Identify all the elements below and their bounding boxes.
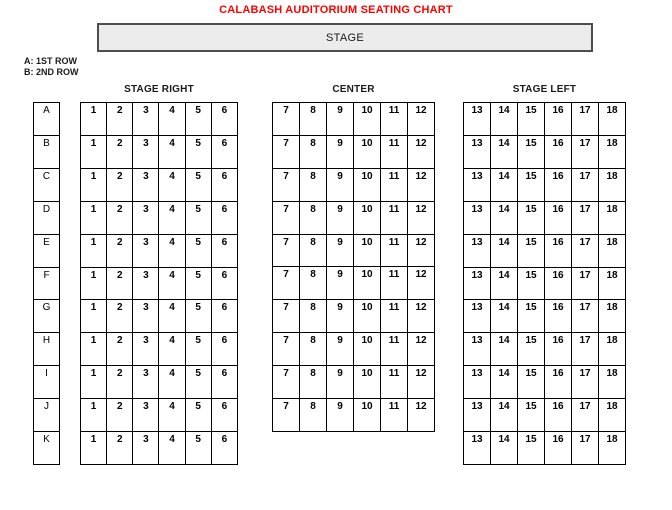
section-grid-stage-right (80, 102, 238, 465)
seat-cell: 13 (464, 234, 491, 267)
row-label-cell: B (34, 135, 60, 168)
seat-cell-row (81, 300, 238, 333)
seat-cell: 15 (518, 432, 545, 465)
seat-cell: 4 (159, 432, 185, 465)
row-label-cell: E (34, 234, 60, 267)
seat-cell: 18 (599, 103, 626, 136)
seat-cell: 1 (81, 168, 107, 201)
stage-label: STAGE (326, 31, 364, 44)
seat-cell: 12 (408, 201, 435, 234)
seat-cell: 16 (545, 168, 572, 201)
seat-cell: 14 (491, 135, 518, 168)
seat-cell: 15 (518, 300, 545, 333)
seat-cell: 1 (81, 267, 107, 300)
seat-cell: 6 (211, 399, 237, 432)
seat-cell: 7 (273, 399, 300, 432)
seat-cell: 18 (599, 366, 626, 399)
seat-cell: 13 (464, 267, 491, 300)
row-label-cell: K (34, 432, 60, 465)
seat-cell: 10 (354, 135, 381, 168)
seat-cell-row (464, 135, 626, 168)
legend (24, 56, 79, 78)
seat-cell: 12 (408, 234, 435, 267)
seat-cell: 2 (107, 399, 133, 432)
seat-cell: 17 (572, 432, 599, 465)
seat-cell: 13 (464, 432, 491, 465)
seat-cell: 2 (107, 300, 133, 333)
seat-cell: 12 (408, 168, 435, 201)
seat-cell: 14 (491, 168, 518, 201)
seat-cell: 4 (159, 103, 185, 136)
seat-cell: 13 (464, 168, 491, 201)
seat-cell: 17 (572, 300, 599, 333)
seat-cell: 4 (159, 234, 185, 267)
seat-cell: 8 (300, 267, 327, 300)
seat-cell: 6 (211, 333, 237, 366)
seat-cell: 10 (354, 333, 381, 366)
row-label-cell: D (34, 201, 60, 234)
seat-cell-row (464, 333, 626, 366)
seat-cell: 4 (159, 399, 185, 432)
seat-cell-row (464, 103, 626, 136)
seat-cell: 2 (107, 267, 133, 300)
seat-cell: 1 (81, 366, 107, 399)
seat-cell-row (273, 103, 435, 136)
row-label-cell: G (34, 300, 60, 333)
seat-cell: 3 (133, 168, 159, 201)
seat-cell: 1 (81, 103, 107, 136)
seat-cell: 8 (300, 103, 327, 136)
seat-cell: 3 (133, 267, 159, 300)
seat-cell: 4 (159, 201, 185, 234)
seat-cell: 14 (491, 267, 518, 300)
seat-cell: 11 (381, 333, 408, 366)
seat-cell: 13 (464, 399, 491, 432)
seat-cell: 13 (464, 201, 491, 234)
seat-cell: 17 (572, 366, 599, 399)
row-label-cell-table (33, 102, 60, 465)
seat-cell: 12 (408, 267, 435, 300)
seat-cell: 3 (133, 135, 159, 168)
seat-cell: 4 (159, 366, 185, 399)
seat-cell: 5 (185, 103, 211, 136)
row-label-cell-row (34, 399, 60, 432)
seat-cell: 4 (159, 300, 185, 333)
seat-cell: 15 (518, 234, 545, 267)
seat-cell: 1 (81, 201, 107, 234)
row-label-cell-row (34, 168, 60, 201)
section-header-center: CENTER (332, 84, 375, 95)
legend-line-second-row: B: 2ND ROW (24, 67, 79, 77)
seat-cell: 5 (185, 135, 211, 168)
seat-cell: 16 (545, 432, 572, 465)
seat-cell: 16 (545, 267, 572, 300)
seat-cell: 8 (300, 234, 327, 267)
seat-cell: 18 (599, 432, 626, 465)
seat-cell: 9 (327, 366, 354, 399)
seat-cell: 13 (464, 103, 491, 136)
seat-cell: 2 (107, 234, 133, 267)
seat-cell: 16 (545, 333, 572, 366)
seat-cell-row (273, 399, 435, 432)
seat-cell: 10 (354, 399, 381, 432)
seat-cell: 16 (545, 300, 572, 333)
row-label-cell-row (34, 366, 60, 399)
seat-cell: 9 (327, 201, 354, 234)
seat-cell-row (273, 135, 435, 168)
seat-cell-row (464, 168, 626, 201)
seat-cell: 6 (211, 103, 237, 136)
seat-cell: 4 (159, 168, 185, 201)
seat-cell: 11 (381, 300, 408, 333)
row-label-cell: H (34, 333, 60, 366)
seat-cell: 6 (211, 300, 237, 333)
seat-cell: 1 (81, 135, 107, 168)
seat-cell: 2 (107, 201, 133, 234)
row-label-cell-row (34, 234, 60, 267)
seat-cell: 7 (273, 267, 300, 300)
seat-cell-row (464, 432, 626, 465)
seat-cell-row (273, 168, 435, 201)
section-grid-center (272, 102, 435, 432)
seat-cell: 1 (81, 333, 107, 366)
seat-cell: 16 (545, 201, 572, 234)
seat-cell: 5 (185, 201, 211, 234)
seat-cell: 6 (211, 234, 237, 267)
seat-cell: 13 (464, 135, 491, 168)
row-label-cell-row (34, 333, 60, 366)
seat-cell: 8 (300, 333, 327, 366)
seat-cell: 9 (327, 135, 354, 168)
seat-cell: 13 (464, 366, 491, 399)
seat-cell: 15 (518, 333, 545, 366)
seat-cell: 6 (211, 135, 237, 168)
seat-cell: 2 (107, 366, 133, 399)
seat-cell: 6 (211, 267, 237, 300)
seat-cell-row (81, 201, 238, 234)
seat-cell: 15 (518, 267, 545, 300)
seat-cell: 6 (211, 201, 237, 234)
stage-box (97, 23, 593, 52)
seat-cell: 13 (464, 333, 491, 366)
seat-cell: 14 (491, 234, 518, 267)
seat-cell: 2 (107, 135, 133, 168)
seat-cell: 1 (81, 399, 107, 432)
row-label-cell: I (34, 366, 60, 399)
seat-cell-row (273, 333, 435, 366)
seat-cell: 7 (273, 333, 300, 366)
seat-cell-row (464, 366, 626, 399)
seat-cell: 2 (107, 168, 133, 201)
seat-cell: 10 (354, 234, 381, 267)
seat-cell: 17 (572, 333, 599, 366)
seat-cell: 5 (185, 234, 211, 267)
chart-title: CALABASH AUDITORIUM SEATING CHART (219, 4, 453, 16)
seat-cell: 11 (381, 399, 408, 432)
seat-cell-row (81, 366, 238, 399)
seat-cell-row (81, 333, 238, 366)
seat-cell-row (464, 201, 626, 234)
seat-cell: 9 (327, 267, 354, 300)
seat-cell: 11 (381, 366, 408, 399)
seat-cell: 10 (354, 366, 381, 399)
seat-cell: 11 (381, 234, 408, 267)
seat-cell: 17 (572, 267, 599, 300)
seat-cell: 17 (572, 168, 599, 201)
seat-cell-row (464, 267, 626, 300)
seat-cell: 14 (491, 201, 518, 234)
seat-cell: 7 (273, 103, 300, 136)
seat-cell: 4 (159, 333, 185, 366)
seat-cell-row (273, 267, 435, 300)
seat-cell: 14 (491, 300, 518, 333)
seat-cell-row (273, 300, 435, 333)
seat-cell: 17 (572, 201, 599, 234)
seat-cell: 16 (545, 103, 572, 136)
section-header-stage-left: STAGE LEFT (512, 84, 577, 95)
seat-cell: 12 (408, 399, 435, 432)
seat-cell-table (463, 102, 626, 465)
seat-cell: 3 (133, 399, 159, 432)
seat-cell: 18 (599, 399, 626, 432)
seat-cell: 6 (211, 168, 237, 201)
seat-cell: 7 (273, 168, 300, 201)
seat-cell: 17 (572, 234, 599, 267)
seat-cell: 15 (518, 399, 545, 432)
seat-cell: 7 (273, 135, 300, 168)
seat-cell: 10 (354, 267, 381, 300)
seat-cell: 16 (545, 399, 572, 432)
seat-cell: 8 (300, 399, 327, 432)
seat-cell: 14 (491, 399, 518, 432)
row-label-cell: A (34, 103, 60, 136)
seat-cell: 5 (185, 399, 211, 432)
seat-cell: 8 (300, 168, 327, 201)
seat-cell-row (273, 366, 435, 399)
seat-cell: 10 (354, 168, 381, 201)
seat-cell: 7 (273, 201, 300, 234)
seat-cell: 3 (133, 201, 159, 234)
seat-cell: 9 (327, 234, 354, 267)
row-label-cell: C (34, 168, 60, 201)
legend-line-first-row: A: 1ST ROW (24, 56, 77, 66)
seat-cell: 3 (133, 234, 159, 267)
seat-cell: 11 (381, 267, 408, 300)
seat-cell: 15 (518, 201, 545, 234)
seat-cell: 8 (300, 300, 327, 333)
seat-cell: 3 (133, 103, 159, 136)
seat-cell: 18 (599, 234, 626, 267)
seat-cell: 10 (354, 300, 381, 333)
seat-cell: 2 (107, 432, 133, 465)
seat-cell-row (273, 201, 435, 234)
seat-cell: 9 (327, 103, 354, 136)
seat-cell: 16 (545, 366, 572, 399)
seat-cell: 14 (491, 432, 518, 465)
seat-cell: 5 (185, 366, 211, 399)
seat-cell: 3 (133, 333, 159, 366)
seat-cell-table (80, 102, 238, 465)
seat-cell-row (81, 168, 238, 201)
seat-cell: 16 (545, 234, 572, 267)
row-label-cell-row (34, 135, 60, 168)
seat-cell: 10 (354, 103, 381, 136)
seat-cell: 9 (327, 168, 354, 201)
seat-cell: 1 (81, 300, 107, 333)
seat-cell: 4 (159, 267, 185, 300)
row-labels-column (33, 102, 60, 465)
seat-cell: 1 (81, 432, 107, 465)
row-label-cell-row (34, 201, 60, 234)
seat-cell: 14 (491, 103, 518, 136)
seat-cell: 15 (518, 366, 545, 399)
row-label-cell-row (34, 300, 60, 333)
seat-cell: 3 (133, 432, 159, 465)
seat-cell: 18 (599, 333, 626, 366)
row-label-cell-row (34, 432, 60, 465)
seat-cell: 14 (491, 333, 518, 366)
row-label-cell: J (34, 399, 60, 432)
seat-cell: 14 (491, 366, 518, 399)
seat-cell: 15 (518, 135, 545, 168)
seat-cell: 17 (572, 103, 599, 136)
seat-cell-row (81, 432, 238, 465)
seat-cell-row (464, 234, 626, 267)
seat-cell: 16 (545, 135, 572, 168)
seat-cell: 3 (133, 366, 159, 399)
seat-cell: 8 (300, 201, 327, 234)
row-label-cell: F (34, 267, 60, 300)
seat-cell: 2 (107, 103, 133, 136)
seat-cell: 12 (408, 300, 435, 333)
seat-cell: 4 (159, 135, 185, 168)
seat-cell: 18 (599, 300, 626, 333)
seat-cell-row (464, 300, 626, 333)
seat-cell: 7 (273, 300, 300, 333)
seat-cell: 3 (133, 300, 159, 333)
seat-cell-row (81, 267, 238, 300)
seat-cell: 5 (185, 333, 211, 366)
seat-cell: 5 (185, 267, 211, 300)
seat-cell-row (464, 399, 626, 432)
seat-cell: 11 (381, 201, 408, 234)
section-header-stage-right: STAGE RIGHT (124, 84, 194, 95)
seat-cell: 12 (408, 333, 435, 366)
seat-cell-row (81, 399, 238, 432)
seat-cell: 5 (185, 432, 211, 465)
seat-cell: 8 (300, 366, 327, 399)
seat-cell: 18 (599, 168, 626, 201)
seat-cell: 12 (408, 103, 435, 136)
seat-cell: 13 (464, 300, 491, 333)
seat-cell: 11 (381, 103, 408, 136)
seat-cell: 18 (599, 201, 626, 234)
seat-cell: 18 (599, 135, 626, 168)
seat-cell: 17 (572, 135, 599, 168)
seat-cell-row (81, 234, 238, 267)
seat-cell: 1 (81, 234, 107, 267)
seat-cell: 17 (572, 399, 599, 432)
seat-cell: 15 (518, 103, 545, 136)
seat-cell: 15 (518, 168, 545, 201)
seat-cell: 12 (408, 366, 435, 399)
seat-cell: 8 (300, 135, 327, 168)
seat-cell-row (81, 103, 238, 136)
seat-cell: 7 (273, 234, 300, 267)
seat-cell: 9 (327, 399, 354, 432)
seat-cell-row (273, 234, 435, 267)
seat-cell: 10 (354, 201, 381, 234)
section-grid-stage-left (463, 102, 626, 465)
seat-cell: 18 (599, 267, 626, 300)
seat-cell: 6 (211, 432, 237, 465)
seat-cell: 9 (327, 300, 354, 333)
seat-cell: 2 (107, 333, 133, 366)
seat-cell: 7 (273, 366, 300, 399)
row-label-cell-row (34, 103, 60, 136)
seat-cell: 5 (185, 168, 211, 201)
seat-cell: 11 (381, 168, 408, 201)
seat-cell-table (272, 102, 435, 432)
seat-cell: 12 (408, 135, 435, 168)
seat-cell: 9 (327, 333, 354, 366)
seat-cell: 6 (211, 366, 237, 399)
seat-cell: 11 (381, 135, 408, 168)
row-label-cell-row (34, 267, 60, 300)
seat-cell: 5 (185, 300, 211, 333)
seat-cell-row (81, 135, 238, 168)
